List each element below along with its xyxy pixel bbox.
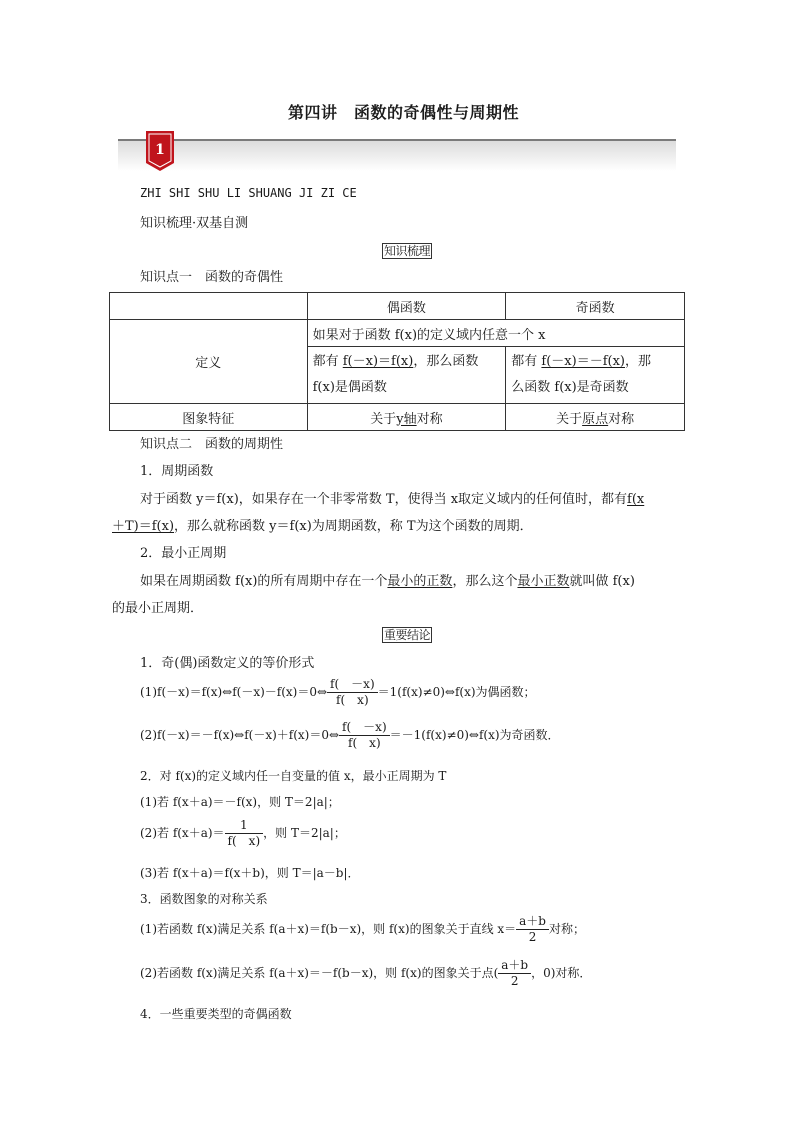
conclusion-2-2: (2)若 f(x＋a)＝ $\frac{1}{f( x)}$ ，则 T＝2|a|； xyxy=(140,818,346,848)
conclusion-2-3: (3)若 f(x＋a)＝f(x＋b)，则 T＝|a－b|． xyxy=(140,866,360,880)
table-def-even: 都有 f(－x)＝f(x)，那么函数 f(x)是偶函数 xyxy=(307,347,506,404)
table-row-label-def: 定义 xyxy=(110,320,308,404)
odd-condition: f(－x)＝－f(x) xyxy=(541,354,625,369)
kp2-para2-line1: 如果在周期函数 f(x)的所有周期中存在一个最小的正数，那么这个最小正数就叫做 f(x) xyxy=(140,574,635,589)
section-pinyin: ZHI SHI SHU LI SHUANG JI ZI CE xyxy=(140,186,357,200)
conclusion-3-heading: 3．函数图象的对称关系 xyxy=(140,892,268,906)
table-graph-odd: 关于原点对称 xyxy=(506,404,685,431)
kp2-sub2: 2．最小正周期 xyxy=(140,546,227,561)
kp2-para1-line1: 对于函数 y＝f(x)，如果存在一个非零常数 T，使得当 x取定义域内的任何值时，都有f(x xyxy=(140,492,645,507)
tag-knowledge-label: 知识梳理 xyxy=(384,244,431,258)
table-def-odd: 都有 f(－x)＝－f(x)，那 么函数 f(x)是奇函数 xyxy=(506,347,685,404)
conclusion-3-2: (2)若函数 f(x)满足关系 f(a＋x)＝－f(b－x)，则 f(x)的图象关于点( $\frac{a+b}{2}$ ，0)对称． xyxy=(140,958,592,988)
tag-knowledge xyxy=(382,242,432,259)
conclusion-2-1: (1)若 f(x＋a)＝－f(x)，则 T＝2|a|； xyxy=(140,795,340,809)
conclusion-1-heading: 1．奇(偶)函数定义的等价形式 xyxy=(140,656,315,671)
even-condition: f(－x)＝f(x) xyxy=(342,354,414,369)
table-row xyxy=(110,293,685,320)
kp2-para1-line2: ＋T)＝f(x)，那么就称函数 y＝f(x)为周期函数，称 T为这个函数的周期． xyxy=(112,519,533,534)
table-row xyxy=(110,404,685,431)
tag-conclusions-label: 重要结论 xyxy=(384,628,431,642)
page-title: 第四讲 函数的奇偶性与周期性 xyxy=(288,103,520,122)
tag-conclusions xyxy=(382,626,432,643)
kp2-heading: 知识点二 函数的周期性 xyxy=(140,437,284,452)
table-row-label-graph: 图象特征 xyxy=(110,404,308,431)
conclusion-4-heading: 4．一些重要类型的奇偶函数 xyxy=(140,1007,292,1021)
section-badge-number: 1 xyxy=(155,142,165,158)
conclusion-1-2: (2)f(－x)＝－f(x)⇔f(－x)＋f(x)＝0⇔ $\frac{f( -x)}{f( x)}$ ＝－1(f(x)≠0)⇔f(x)为奇函数． xyxy=(140,720,560,750)
section-name: 知识梳理·双基自测 xyxy=(140,216,249,231)
kp2-sub1: 1．周期函数 xyxy=(140,464,214,479)
table-header-odd: 奇函数 xyxy=(506,293,685,320)
conclusion-1-1: (1)f(－x)＝f(x)⇔f(－x)－f(x)＝0⇔ $\frac{f( -x)}{f( x)}$ ＝1(f(x)≠0)⇔f(x)为偶函数； xyxy=(140,677,536,707)
conclusion-2-heading: 2．对 f(x)的定义域内任一自变量的值 x，最小正周期为 T xyxy=(140,769,447,783)
table-row xyxy=(110,320,685,347)
table-def-common: 如果对于函数 f(x)的定义域内任意一个 x xyxy=(307,320,684,347)
table-header-even: 偶函数 xyxy=(307,293,506,320)
kp2-para2-line2: 的最小正周期． xyxy=(112,601,204,616)
section-badge-icon xyxy=(146,131,174,171)
parity-table xyxy=(109,292,685,431)
conclusion-3-1: (1)若函数 f(x)满足关系 f(a＋x)＝f(b－x)，则 f(x)的图象关于直线 x＝ $\frac{a+b}{2}$ 对称； xyxy=(140,914,586,944)
banner-shadow xyxy=(118,141,676,171)
kp1-heading: 知识点一 函数的奇偶性 xyxy=(140,270,284,285)
table-graph-even: 关于y轴对称 xyxy=(307,404,506,431)
